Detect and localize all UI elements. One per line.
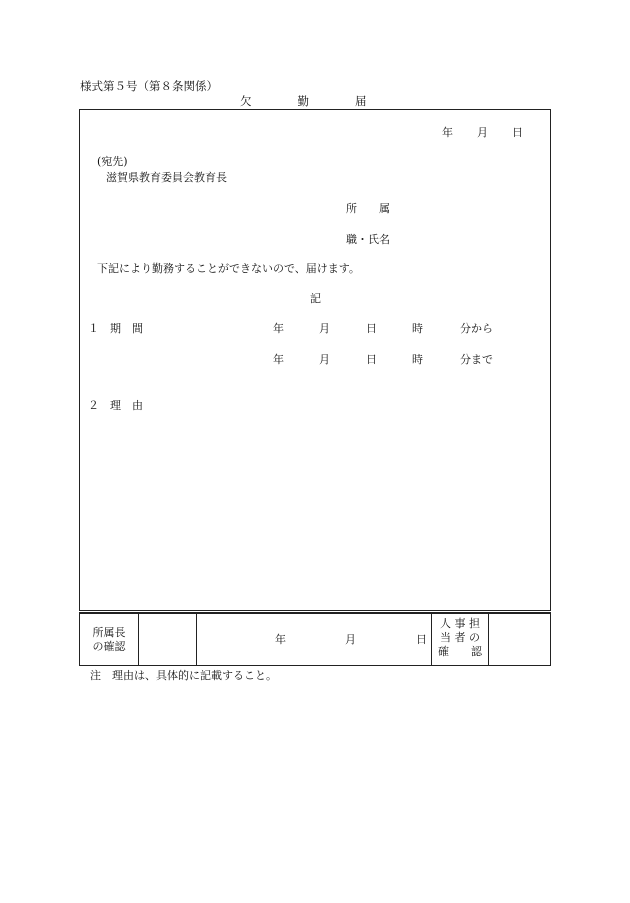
date-day-label: 日 bbox=[512, 126, 523, 139]
table-divider bbox=[196, 614, 197, 665]
head-seal-cell bbox=[139, 626, 196, 654]
to-day: 日 bbox=[366, 353, 377, 366]
hr-seal-cell bbox=[489, 626, 551, 654]
to-year: 年 bbox=[273, 353, 284, 366]
date-year-label: 年 bbox=[442, 126, 453, 139]
form-code: 様式第５号（第８条関係） bbox=[80, 79, 218, 93]
form-title: 欠 勤 届 bbox=[240, 94, 367, 108]
addressee-prefix: (宛先) bbox=[97, 155, 128, 168]
from-year: 年 bbox=[273, 322, 284, 335]
head-confirm-label bbox=[80, 626, 138, 654]
reason-label: ２ 理 由 bbox=[88, 399, 143, 412]
confirm-day: 日 bbox=[416, 633, 427, 646]
statement: 下記により勤務することができないので、届けます。 bbox=[97, 262, 360, 275]
head-confirm-label-line1: 所属長 bbox=[92, 626, 126, 639]
from-hour: 時 bbox=[412, 322, 423, 335]
to-minute: 分まで bbox=[460, 353, 493, 366]
confirm-year: 年 bbox=[275, 633, 286, 646]
from-month: 月 bbox=[319, 322, 330, 335]
hr-confirm-label-line1: 人 事 担 bbox=[440, 617, 480, 630]
date-month-label: 月 bbox=[477, 126, 488, 139]
name-label: 職・氏名 bbox=[346, 233, 390, 246]
head-confirm-label-line2: の確認 bbox=[92, 640, 126, 653]
to-month: 月 bbox=[319, 353, 330, 366]
hr-confirm-label-line2: 当 者 の bbox=[440, 631, 480, 644]
period-label: １ 期 間 bbox=[88, 322, 143, 335]
hr-confirm-label bbox=[432, 617, 488, 659]
affiliation-label: 所 属 bbox=[346, 202, 390, 215]
addressee-name: 滋賀県教育委員会教育長 bbox=[106, 171, 227, 184]
to-hour: 時 bbox=[412, 353, 423, 366]
confirm-month: 月 bbox=[345, 633, 356, 646]
from-minute: 分から bbox=[460, 322, 493, 335]
confirmation-table bbox=[79, 612, 551, 666]
from-day: 日 bbox=[366, 322, 377, 335]
hr-confirm-label-line3: 確 認 bbox=[438, 645, 482, 658]
ki-label: 記 bbox=[310, 292, 321, 305]
footnote: 注 理由は、具体的に記載すること。 bbox=[90, 669, 277, 682]
